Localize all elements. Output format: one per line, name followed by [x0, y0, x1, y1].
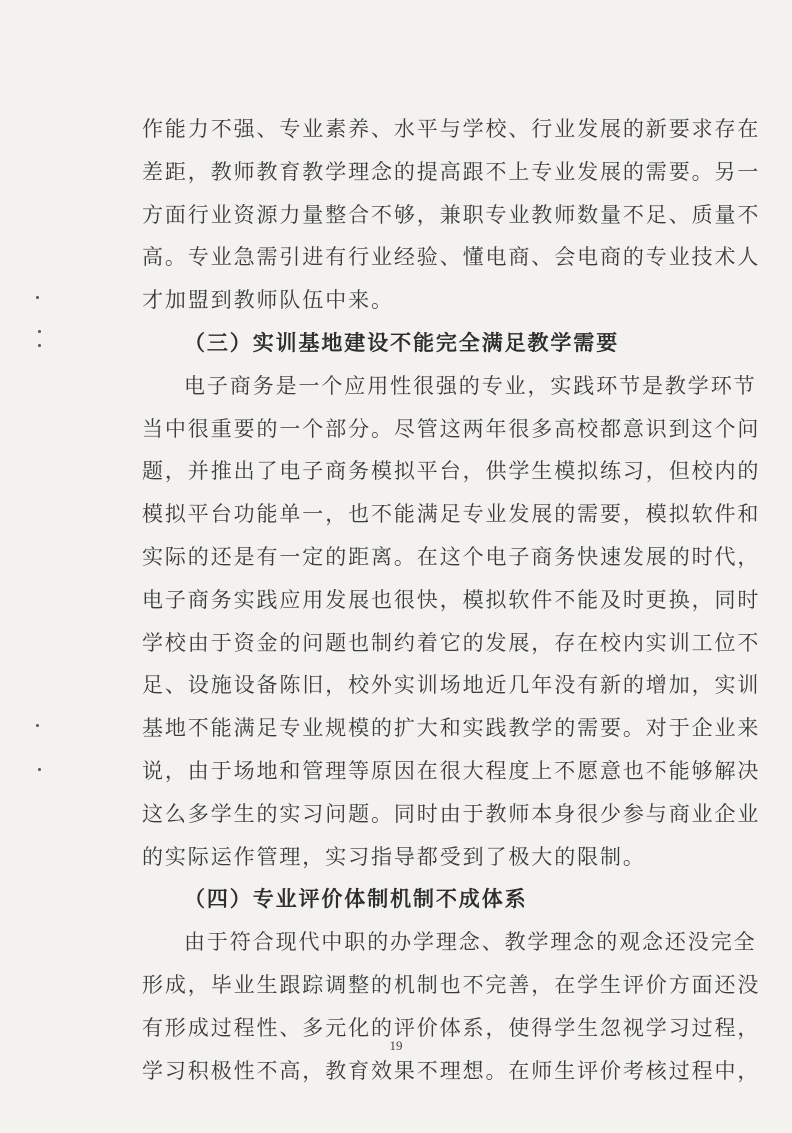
text-line: 学习积极性不高，教育效果不理想。在师生评价考核过程中， — [142, 1058, 761, 1083]
scan-mark — [38, 344, 41, 347]
scan-mark — [36, 296, 39, 299]
section-heading-4: （四）专业评价体制机制不成体系 — [184, 886, 528, 912]
text-line: 作能力不强、专业素养、水平与学校、行业发展的新要求存在 — [142, 117, 761, 141]
scan-mark — [38, 330, 41, 333]
text-line: 这么多学生的实习问题。同时由于教师本身很少参与商业企业 — [142, 801, 761, 826]
text-line: 的实际运作管理，实习指导都受到了极大的限制。 — [142, 844, 646, 869]
text-line: 实际的还是有一定的距离。在这个电子商务快速发展的时代， — [142, 544, 761, 569]
text-line: 有形成过程性、多元化的评价体系，使得学生忽视学习过程， — [142, 1015, 761, 1040]
text-line: 高。专业急需引进有行业经验、懂电商、会电商的专业技术人 — [142, 245, 761, 270]
text-line: 电子商务实践应用发展也很快，模拟软件不能及时更换，同时 — [142, 587, 761, 612]
body-text — [142, 108, 761, 1092]
text-line: 才加盟到教师队伍中来。 — [142, 288, 394, 313]
text-line: 差距，教师教育教学理念的提高跟不上专业发展的需要。另一 — [142, 159, 761, 184]
section-heading-3: （三）实训基地建设不能完全满足教学需要 — [184, 329, 620, 355]
text-line: 电子商务是一个应用性很强的专业，实践环节是教学环节 — [184, 373, 757, 398]
scan-mark — [38, 768, 41, 771]
text-line: 模拟平台功能单一，也不能满足专业发展的需要，模拟软件和 — [142, 502, 761, 527]
text-line: 题，并推出了电子商务模拟平台，供学生模拟练习，但校内的 — [142, 459, 761, 484]
page-number: 19 — [389, 1038, 403, 1053]
scan-mark — [36, 724, 39, 727]
text-line: 形成，毕业生跟踪调整的机制也不完善，在学生评价方面还没 — [142, 972, 761, 997]
text-line: 方面行业资源力量整合不够，兼职专业教师数量不足、质量不 — [142, 202, 761, 227]
text-line: 说，由于场地和管理等原因在很大程度上不愿意也不能够解决 — [142, 758, 761, 783]
text-line: 学校由于资金的问题也制约着它的发展，存在校内实训工位不 — [142, 630, 761, 655]
text-line: 当中很重要的一个部分。尽管这两年很多高校都意识到这个问 — [142, 416, 761, 441]
text-line: 足、设施设备陈旧，校外实训场地近几年没有新的增加，实训 — [142, 673, 761, 698]
text-line: 基地不能满足专业规模的扩大和实践教学的需要。对于企业来 — [142, 716, 761, 741]
text-line: 由于符合现代中职的办学理念、教学理念的观念还没完全 — [184, 930, 757, 955]
